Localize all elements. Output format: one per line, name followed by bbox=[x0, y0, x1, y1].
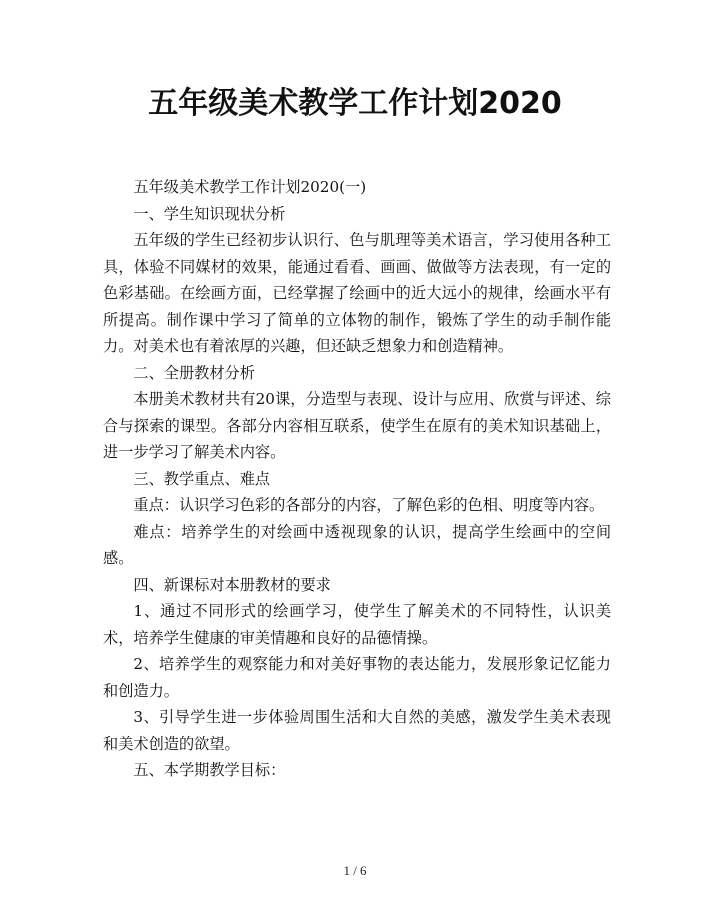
section-heading-3: 三、教学重点、难点 bbox=[133, 469, 271, 488]
page-number: 1 / 6 bbox=[343, 863, 367, 878]
paragraph: 重点：认识学习色彩的各部分的内容，了解色彩的色相、明度等内容。 bbox=[133, 496, 605, 514]
section-heading-4: 四、新课标对本册教材的要求 bbox=[133, 575, 331, 594]
paragraph: 本册美术教材共有20课，分造型与表现、设计与应用、欣赏与评述、综合与探索的课型。各部分内容相互联系，使学生在原有的美术知识基础上，进一步学习了解美术内容。 bbox=[103, 390, 611, 461]
paragraph: 2、培养学生的观察能力和对美好事物的表达能力，发展形象记忆能力和创造力。 bbox=[103, 655, 611, 700]
section-heading-2: 二、全册教材分析 bbox=[133, 363, 255, 382]
subtitle: 五年级美术教学工作计划2020(一) bbox=[133, 178, 367, 196]
paragraph: 3、引导学生进一步体验周围生活和大自然的美感，激发学生美术表现和美术创造的欲望。 bbox=[103, 708, 611, 753]
document-body bbox=[103, 174, 611, 784]
section-heading-5: 五、本学期教学目标： bbox=[133, 761, 286, 779]
paragraph: 五年级的学生已经初步认识行、色与肌理等美术语言，学习使用各种工具，体验不同媒材的效果，能通过看看、画画、做做等方法表现，有一定的色彩基础。在绘画方面，已经掌握了绘画中的近大远小的规律，绘画水平有所提高。制作课中学习了简单的立体物的制作，锻炼了学生的动手制作能力。对美术也有着浓厚的兴趣，但还缺乏想象力和创造精神。 bbox=[103, 231, 611, 355]
paragraph: 难点：培养学生的对绘画中透视现象的认识，提高学生绘画中的空间感。 bbox=[103, 522, 611, 567]
paragraph: 1、通过不同形式的绘画学习，使学生了解美术的不同特性，认识美术，培养学生健康的审美情趣和良好的品德情操。 bbox=[103, 602, 611, 647]
document-title: 五年级美术教学工作计划2020 bbox=[148, 86, 562, 121]
section-heading-1: 一、学生知识现状分析 bbox=[133, 204, 286, 223]
